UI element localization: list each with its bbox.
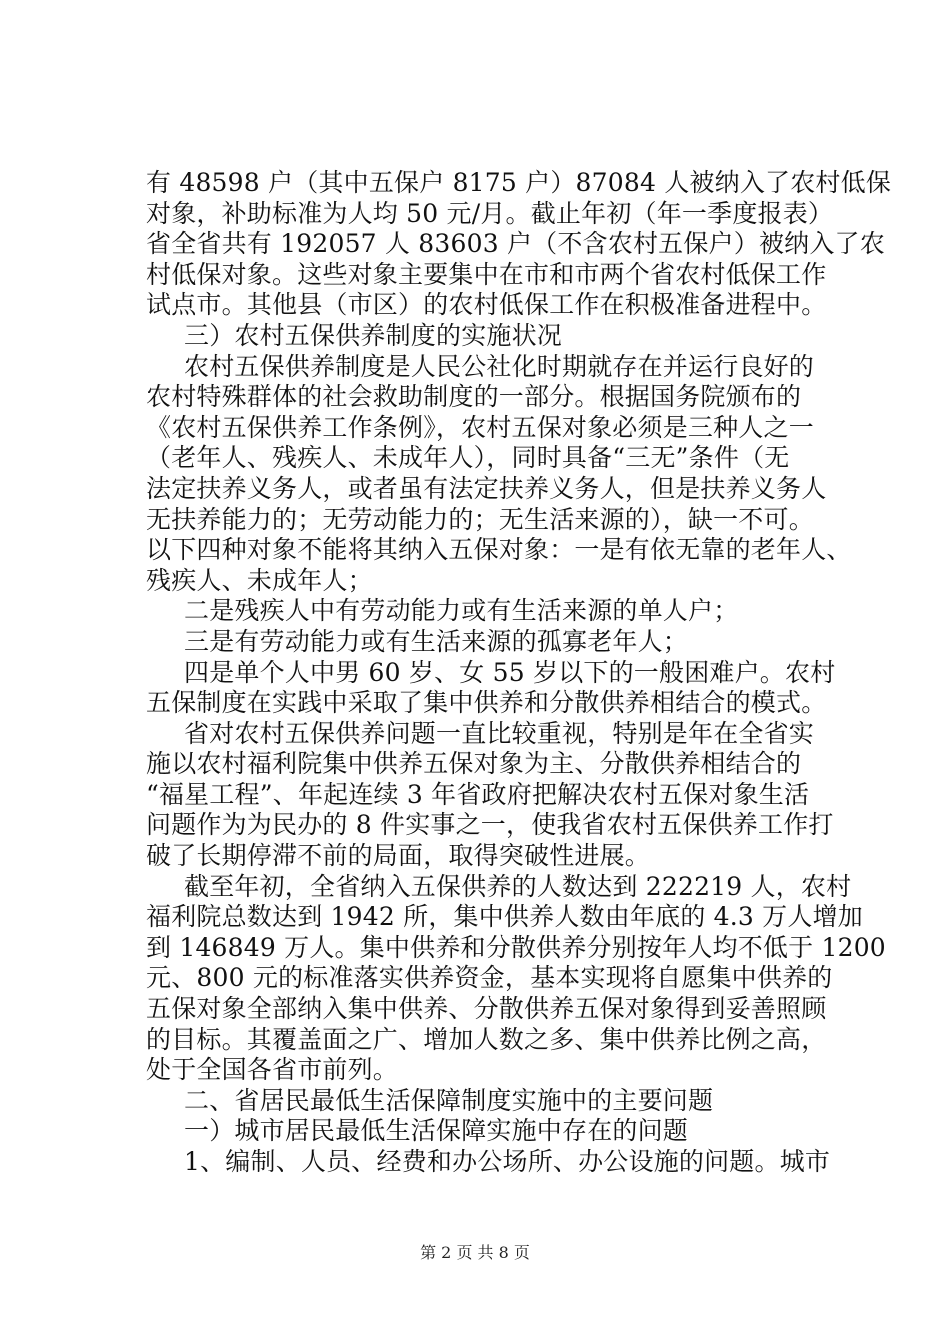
text-line: 以下四种对象不能将其纳入五保对象：一是有依无靠的老年人、 [146, 535, 852, 565]
text-line: 1、编制、人员、经费和办公场所、办公设施的问题。城市 [184, 1147, 831, 1176]
text-line: “福星工程”、年起连续 3 年省政府把解决农村五保对象生活 [146, 779, 810, 809]
text-line: 福利院总数达到 1942 所，集中供养人数由年底的 4.3 万人增加 [146, 902, 863, 932]
text-line: 农村特殊群体的社会救助制度的一部分。根据国务院颁布的 [146, 382, 802, 412]
text-line: 二是残疾人中有劳动能力或有生活来源的单人户； [184, 596, 739, 626]
text-line: 省全省共有 192057 人 83603 户（不含农村五保户）被纳入了农 [146, 229, 885, 259]
text-line: 元、800 元的标准落实供养资金，基本实现将自愿集中供养的 [146, 963, 833, 993]
page-number-footer: 第 2 页 共 8 页 [420, 1243, 530, 1262]
text-line: 破了长期停滞不前的局面，取得突破性进展。 [146, 841, 651, 871]
section-heading: 二、省居民最低生活保障制度实施中的主要问题 [184, 1085, 714, 1115]
text-line: 试点市。其他县（市区）的农村低保工作在积极准备进程中。 [146, 290, 827, 320]
document-body [146, 168, 892, 1178]
text-line: 省对农村五保供养问题一直比较重视，特别是年在全省实 [184, 718, 815, 748]
text-line: 有 48598 户（其中五保户 8175 户）87084 人被纳入了农村低保 [146, 168, 892, 197]
text-line: 残疾人、未成年人； [146, 565, 373, 595]
text-line: 五保制度在实践中采取了集中供养和分散供养相结合的模式。 [146, 688, 827, 718]
text-line: 无扶养能力的；无劳动能力的；无生活来源的），缺一不可。 [146, 504, 814, 534]
subsection-heading: 一）城市居民最低生活保障实施中存在的问题 [184, 1116, 689, 1146]
text-line: 五保对象全部纳入集中供养、分散供养五保对象得到妥善照顾 [146, 994, 827, 1024]
text-line: 到 146849 万人。集中供养和分散供养分别按年人均不低于 1200 [146, 932, 886, 962]
text-line: 村低保对象。这些对象主要集中在市和市两个省农村低保工作 [146, 259, 827, 289]
text-line: 截至年初，全省纳入五保供养的人数达到 222219 人，农村 [184, 871, 852, 901]
text-line: 施以农村福利院集中供养五保对象为主、分散供养相结合的 [146, 749, 802, 779]
text-line: 《农村五保供养工作条例》，农村五保对象必须是三种人之一 [146, 412, 814, 442]
text-line: （老年人、残疾人、未成年人），同时具备“三无”条件（无 [146, 443, 790, 473]
text-line: 农村五保供养制度是人民公社化时期就存在并运行良好的 [184, 351, 815, 381]
text-line: 三是有劳动能力或有生活来源的孤寡老年人； [184, 626, 689, 656]
text-line: 法定扶养义务人，或者虽有法定扶养义务人，但是扶养义务人 [146, 473, 827, 503]
text-line: 处于全国各省市前列。 [146, 1055, 399, 1085]
text-line: 对象，补助标准为人均 50 元/月。截止年初（年一季度报表） [146, 198, 834, 228]
text-line: 的目标。其覆盖面之广、增加人数之多、集中供养比例之高， [146, 1024, 827, 1054]
section-heading: 三）农村五保供养制度的实施状况 [184, 320, 563, 350]
text-line: 四是单个人中男 60 岁、女 55 岁以下的一般困难户。农村 [184, 657, 836, 687]
text-line: 问题作为为民办的 8 件实事之一，使我省农村五保供养工作打 [146, 810, 834, 840]
